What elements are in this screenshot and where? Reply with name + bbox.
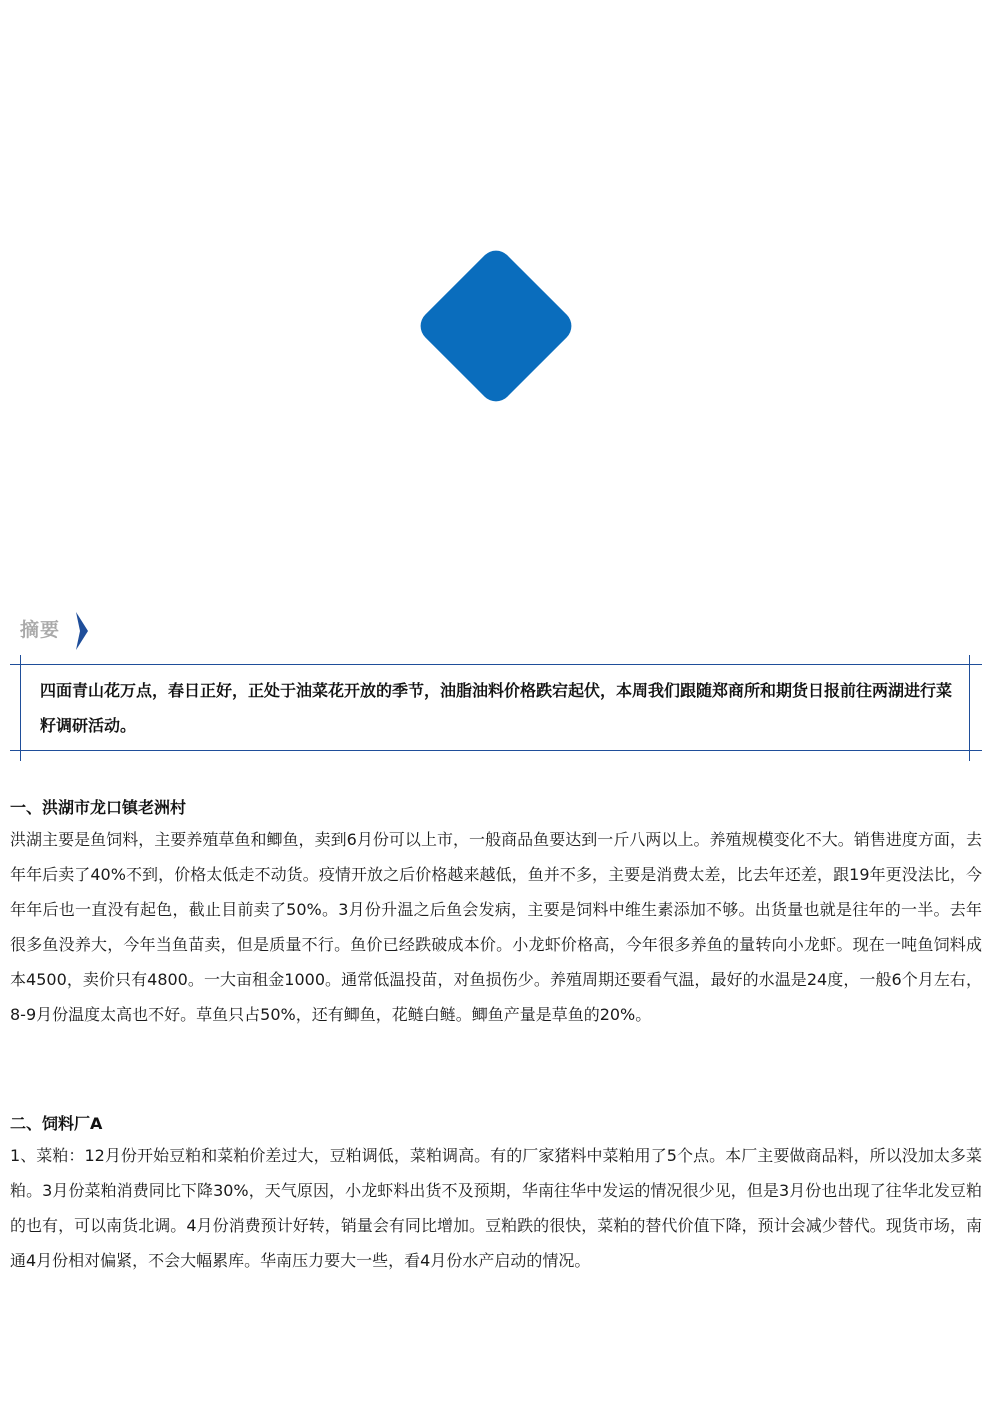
section-body-2: 1、菜粕：12月份开始豆粕和菜粕价差过大，豆粕调低，菜粕调高。有的厂家猪料中菜粕用了5个点。本厂主要做商品料，所以没加太多菜粕。3月份菜粕消费同比下降30%，天气原因，小龙虾料出货不及预期，华南往华中发运的情况很少见，但是3月份也出现了往华北发豆粕的也有，可以南货北调。4月份消费预计好转，销量会有同比增加。豆粕跌的很快，菜粕的替代价值下降，预计会减少替代。现货市场，南通4月份相对偏紧，不会大幅累库。华南压力要大一些，看4月份水产启动的情况。: [10, 1146, 982, 1270]
logo-diamond-icon: [414, 244, 578, 408]
section-heading-1: 一、洪湖市龙口镇老洲村: [10, 798, 187, 817]
summary-frame-right-line: [969, 655, 970, 761]
arrow-right-icon: [76, 612, 88, 650]
summary-label: 摘要: [20, 619, 61, 641]
section-heading-2: 二、饲料厂A: [10, 1114, 103, 1133]
summary-text: 四面青山花万点，春日正好，正处于油菜花开放的季节，油脂油料价格跌宕起伏，本周我们跟随郑商所和期货日报前往两湖进行菜籽调研活动。: [40, 681, 953, 735]
summary-box: [10, 655, 982, 761]
summary-frame-top-line: [10, 664, 982, 665]
summary-frame-left-line: [20, 655, 21, 761]
summary-frame-bottom-line: [10, 750, 982, 751]
section-body-1: 洪湖主要是鱼饲料，主要养殖草鱼和鲫鱼，卖到6月份可以上市，一般商品鱼要达到一斤八两以上。养殖规模变化不大。销售进度方面，去年年后卖了40%不到，价格太低走不动货。疫情开放之后价格越来越低，鱼并不多，主要是消费太差，比去年还差，跟19年更没法比，今年年后也一直没有起色，截止目前卖了50%。3月份升温之后鱼会发病，主要是饲料中维生素添加不够。出货量也就是往年的一半。去年很多鱼没养大，今年当鱼苗卖，但是质量不行。鱼价已经跌破成本价。小龙虾价格高，今年很多养鱼的量转向小龙虾。现在一吨鱼饲料成本4500，卖价只有4800。一大亩租金1000。通常低温投苗，对鱼损伤少。养殖周期还要看气温，最好的水温是24度，一般6个月左右，8-9月份温度太高也不好。草鱼只占50%，还有鲫鱼，花鲢白鲢。鲫鱼产量是草鱼的20%。: [10, 830, 982, 1024]
